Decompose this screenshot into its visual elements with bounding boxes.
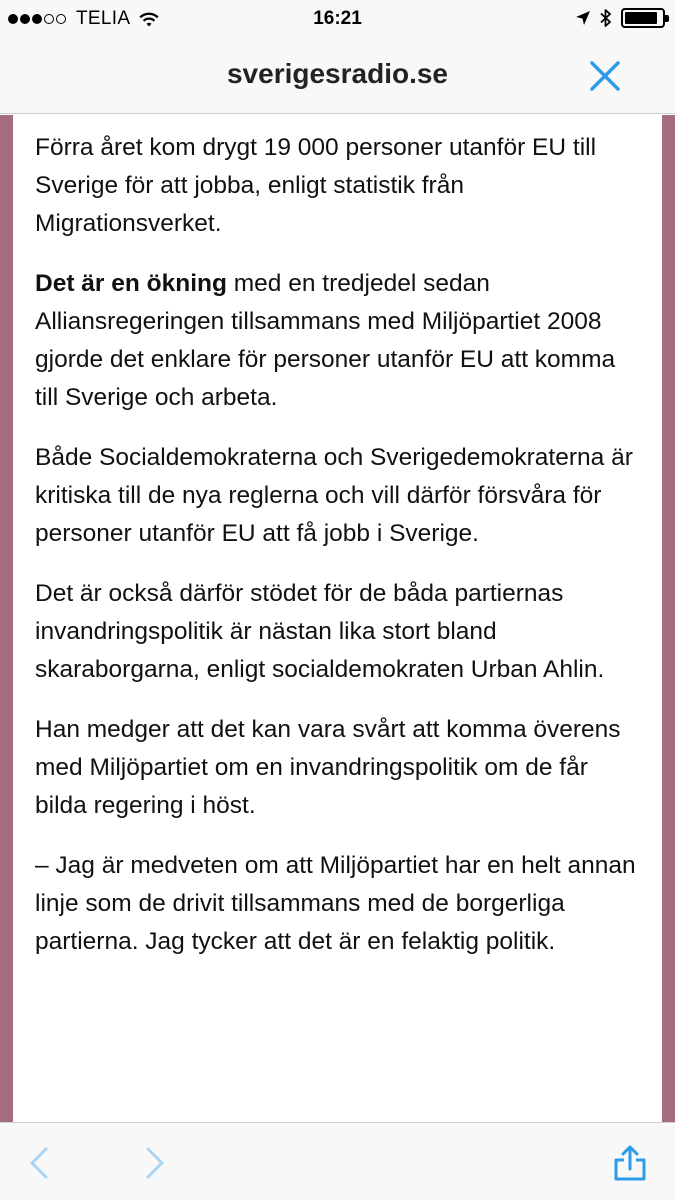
article-body (13, 115, 662, 1122)
paragraph-text: med en tredjedel sedan Alliansregeringen tillsammans med Miljöpartiet 2008 gjorde det enklare för personer utanför EU att komma till Sverige och arbeta. (35, 270, 616, 411)
close-icon (587, 58, 623, 94)
article-paragraph: – Jag är medveten om att Miljöpartiet har en helt annan linje som de drivit tillsammans med de borgerliga partierna. Jag tycker att det är en felaktig politik. (35, 852, 636, 955)
page-title: sverigesradio.se (226, 58, 449, 89)
bottom-toolbar (0, 1122, 675, 1200)
battery-tip (665, 15, 669, 22)
bluetooth-icon (599, 8, 613, 28)
chevron-left-icon (22, 1143, 58, 1183)
article-paragraph: Han medger att det kan vara svårt att komma överens med Miljöpartiet om en invandringspolitik om de får bilda regering i höst. (35, 716, 621, 819)
article-paragraph: Det är också därför stödet för de båda partiernas invandringspolitik är nästan lika stort bland skaraborgarna, enligt socialdemokraten Urban Ahlin. (35, 580, 605, 683)
battery-icon (621, 8, 665, 28)
article-paragraph: Förra året kom drygt 19 000 personer utanför EU till Sverige för att jobba, enligt statistik från Migrationsverket. (35, 134, 597, 237)
carrier-name: TELIA (76, 8, 131, 29)
share-button[interactable] (610, 1143, 650, 1183)
article-paragraph (35, 265, 642, 417)
nav-header (0, 38, 675, 114)
battery-fill (625, 12, 657, 24)
location-arrow-icon (575, 10, 591, 26)
status-right (575, 8, 665, 28)
article-paragraph: Både Socialdemokraterna och Sverigedemokraterna är kritiska till de nya reglerna och vill därför försvåra för personer utanför EU att få jobb i Sverige. (35, 444, 633, 547)
forward-button[interactable] (136, 1143, 172, 1183)
status-bar (0, 0, 675, 38)
share-icon (610, 1143, 650, 1183)
back-button[interactable] (22, 1143, 58, 1183)
content-area[interactable] (0, 115, 675, 1122)
status-time: 16:21 (313, 8, 362, 29)
close-button[interactable] (587, 58, 623, 94)
bold-lead-text: Det är en ökning (35, 270, 227, 297)
chevron-right-icon (136, 1143, 172, 1183)
